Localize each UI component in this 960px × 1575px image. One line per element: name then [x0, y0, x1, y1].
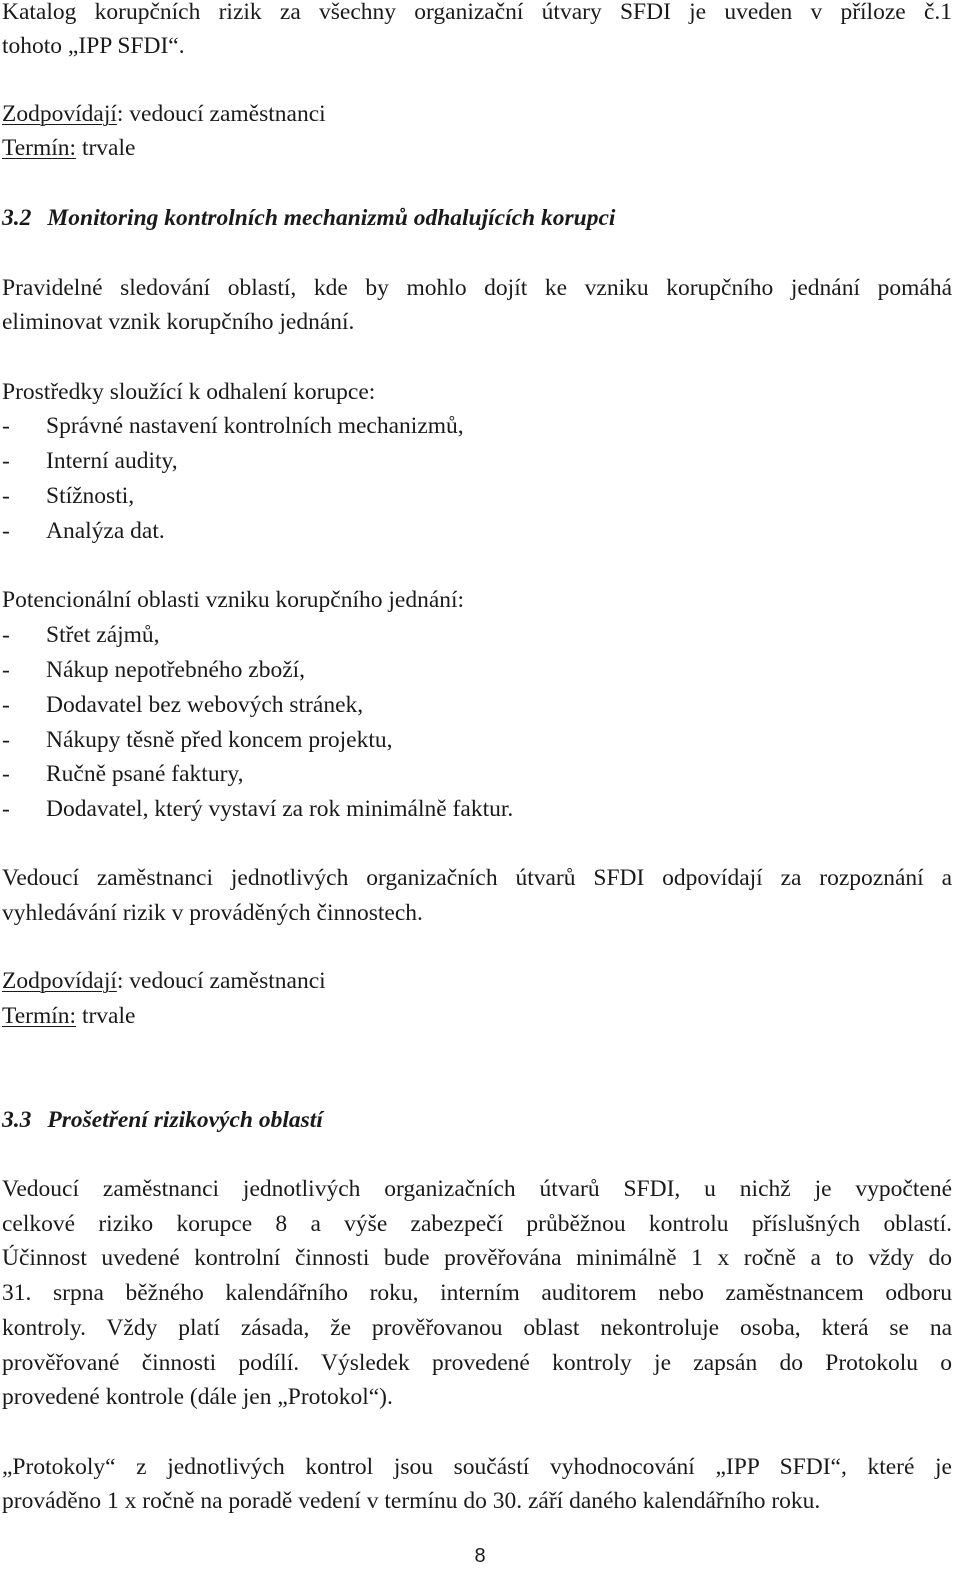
section-title: Prošetření rizikových oblastí [47, 1107, 323, 1133]
protocols-paragraph-line-2: prováděno 1 x ročně na poradě vedení v termínu do 30. září daného kalendářního roku. [2, 1488, 821, 1514]
monitoring-paragraph-line-1: Pravidelné sledování oblastí, kde by mohlo dojít ke vzniku korupčního jednání pomáhá [2, 275, 952, 301]
list-bullet: - [2, 413, 10, 439]
list-item-text: Správné nastavení kontrolních mechanizmů, [46, 413, 464, 439]
term-line-2 [2, 999, 952, 1033]
list-item-text: Střet zájmů, [46, 622, 160, 648]
responsible-value: : vedoucí zaměstnanci [116, 101, 326, 127]
list-bullet: - [2, 518, 10, 544]
closing-paragraph-line-1: Vedoucí zaměstnanci jednotlivých organizačních útvarů SFDI odpovídají za rozpoznání a [2, 865, 952, 891]
page-number: 8 [474, 1545, 486, 1567]
closing-paragraph-line-2: vyhledávání rizik v prováděných činnostech. [2, 900, 423, 926]
section-number: 3.2 [2, 205, 32, 231]
list-bullet: - [2, 761, 10, 787]
list-bullet: - [2, 657, 10, 683]
responsible-label: Zodpovídají [2, 968, 117, 994]
section-heading-3-2 [2, 201, 952, 235]
term-label: Termín: [2, 1003, 77, 1029]
list-item-text: Ručně psané faktury, [46, 761, 244, 787]
list-item-text: Interní audity, [46, 448, 178, 474]
term-value: trvale [76, 135, 136, 161]
investigation-paragraph-line: kontroly. Vždy platí zásada, že prověřovanou oblast nekontroluje osoba, která se na [2, 1315, 952, 1341]
investigation-paragraph-last-line: provedené kontrole (dále jen „Protokol“). [2, 1384, 393, 1410]
term-value: trvale [76, 1003, 136, 1029]
investigation-paragraph-line: celkové riziko korupce 8 a výše zabezpečí průběžnou kontrolu příslušných oblastí. [2, 1211, 952, 1237]
investigation-paragraph-line: Vedoucí zaměstnanci jednotlivých organizačních útvarů SFDI, u nichž je vypočtené [2, 1176, 952, 1202]
term-line-1 [2, 131, 952, 165]
list-item-text: Stížnosti, [46, 483, 135, 509]
areas-heading: Potencionální oblasti vzniku korupčního jednání: [2, 587, 465, 613]
list-bullet: - [2, 796, 10, 822]
responsible-label: Zodpovídají [2, 101, 117, 127]
responsible-value: : vedoucí zaměstnanci [116, 968, 326, 994]
responsibility-line-1 [2, 97, 952, 131]
list-item-text: Nákup nepotřebného zboží, [46, 657, 306, 683]
list-item-text: Dodavatel bez webových stránek, [46, 692, 364, 718]
responsibility-line-2 [2, 964, 952, 998]
list-bullet: - [2, 692, 10, 718]
list-bullet: - [2, 622, 10, 648]
intro-line-2: tohoto „IPP SFDI“. [2, 33, 185, 59]
list-item-text: Dodavatel, který vystaví za rok minimálně faktur. [46, 796, 514, 822]
investigation-paragraph-line: Účinnost uvedené kontrolní činnosti bude prověřována minimálně 1 x ročně a to vždy do [2, 1245, 952, 1271]
section-heading-3-3 [2, 1103, 952, 1137]
list-bullet: - [2, 483, 10, 509]
means-heading: Prostředky sloužící k odhalení korupce: [2, 379, 376, 405]
list-item-text: Nákupy těsně před koncem projektu, [46, 727, 393, 753]
section-title: Monitoring kontrolních mechanizmů odhalujících korupci [47, 205, 616, 231]
list-bullet: - [2, 727, 10, 753]
intro-line-1: Katalog korupčních rizik za všechny organizační útvary SFDI je uveden v příloze č.1 [2, 0, 952, 25]
section-number: 3.3 [2, 1107, 32, 1133]
investigation-paragraph-line: 31. srpna běžného kalendářního roku, interním auditorem nebo zaměstnancem odboru [2, 1280, 952, 1306]
term-label: Termín: [2, 135, 77, 161]
protocols-paragraph-line-1: „Protokoly“ z jednotlivých kontrol jsou součástí vyhodnocování „IPP SFDI“, které je [2, 1454, 952, 1480]
monitoring-paragraph-line-2: eliminovat vznik korupčního jednání. [2, 309, 355, 335]
list-item-text: Analýza dat. [46, 518, 165, 544]
list-bullet: - [2, 448, 10, 474]
investigation-paragraph-line: prověřované činnosti podílí. Výsledek provedené kontroly je zapsán do Protokolu o [2, 1350, 952, 1376]
